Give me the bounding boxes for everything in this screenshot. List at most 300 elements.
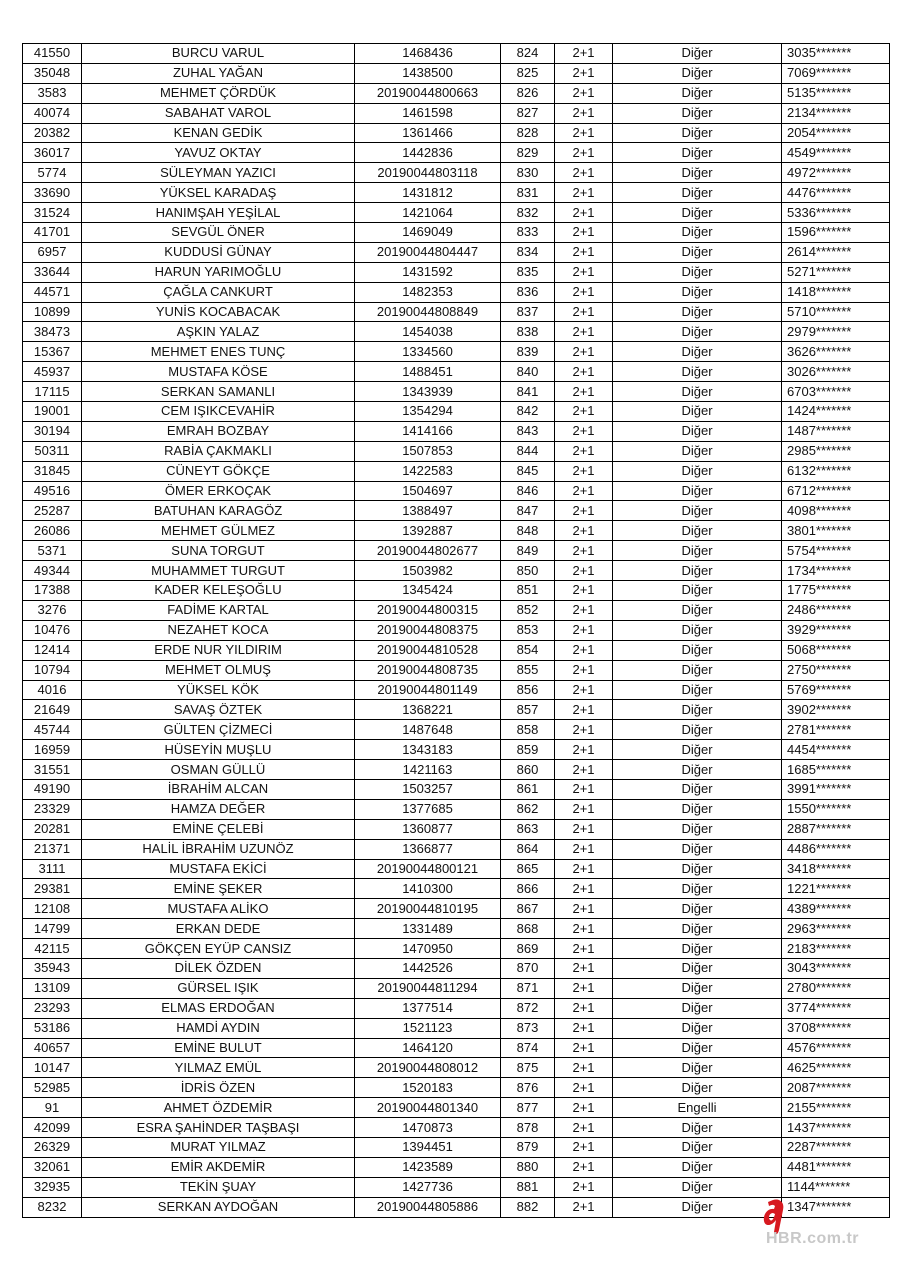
row-sira: 15367 [23,342,82,362]
row-basvuru-no: 20190044803118 [355,163,501,183]
row-sira: 53186 [23,1018,82,1038]
table-row [23,958,890,978]
row-konut-tipi: 2+1 [555,302,613,322]
table-row [23,879,890,899]
row-sira: 20382 [23,123,82,143]
row-grup: Diğer [613,978,782,998]
row-basvuru-no: 1464120 [355,1038,501,1058]
row-tc-kimlik: 5271******* [782,262,890,282]
row-kura-no: 847 [501,501,555,521]
table-row [23,382,890,402]
table-row [23,322,890,342]
row-basvuru-no: 1388497 [355,501,501,521]
row-ad-soyad: ERKAN DEDE [82,919,355,939]
table-row [23,819,890,839]
row-sira: 12414 [23,640,82,660]
row-grup: Diğer [613,123,782,143]
row-kura-no: 849 [501,541,555,561]
row-konut-tipi: 2+1 [555,660,613,680]
row-grup: Diğer [613,282,782,302]
row-grup: Diğer [613,640,782,660]
table-row [23,680,890,700]
table-row [23,143,890,163]
row-ad-soyad: YILMAZ EMÜL [82,1058,355,1078]
row-kura-no: 871 [501,978,555,998]
row-konut-tipi: 2+1 [555,958,613,978]
row-basvuru-no: 1454038 [355,322,501,342]
row-basvuru-no: 20190044805886 [355,1197,501,1217]
row-konut-tipi: 2+1 [555,83,613,103]
row-grup: Diğer [613,163,782,183]
row-sira: 49190 [23,779,82,799]
row-ad-soyad: MUHAMMET TURGUT [82,561,355,581]
row-konut-tipi: 2+1 [555,282,613,302]
row-kura-no: 850 [501,561,555,581]
row-basvuru-no: 1461598 [355,103,501,123]
row-konut-tipi: 2+1 [555,63,613,83]
row-basvuru-no: 1507853 [355,441,501,461]
row-tc-kimlik: 3929******* [782,620,890,640]
table-row [23,978,890,998]
row-basvuru-no: 1431812 [355,183,501,203]
table-row [23,660,890,680]
table-row [23,1157,890,1177]
row-kura-no: 864 [501,839,555,859]
row-grup: Diğer [613,1197,782,1217]
row-grup: Diğer [613,799,782,819]
table-row [23,44,890,64]
row-tc-kimlik: 4972******* [782,163,890,183]
row-kura-no: 845 [501,461,555,481]
row-grup: Diğer [613,342,782,362]
row-sira: 31524 [23,203,82,223]
row-basvuru-no: 1410300 [355,879,501,899]
row-basvuru-no: 20190044800121 [355,859,501,879]
row-grup: Diğer [613,183,782,203]
row-ad-soyad: EMİNE ŞEKER [82,879,355,899]
row-kura-no: 831 [501,183,555,203]
row-tc-kimlik: 3035******* [782,44,890,64]
row-sira: 40657 [23,1038,82,1058]
row-sira: 26329 [23,1137,82,1157]
row-tc-kimlik: 4625******* [782,1058,890,1078]
row-grup: Diğer [613,859,782,879]
table-row [23,1137,890,1157]
row-ad-soyad: HAMDİ AYDIN [82,1018,355,1038]
row-grup: Diğer [613,302,782,322]
row-grup: Diğer [613,1137,782,1157]
row-konut-tipi: 2+1 [555,720,613,740]
row-basvuru-no: 1361466 [355,123,501,143]
row-grup: Diğer [613,660,782,680]
table-row [23,700,890,720]
row-konut-tipi: 2+1 [555,262,613,282]
table-row [23,760,890,780]
row-konut-tipi: 2+1 [555,899,613,919]
watermark [755,1196,875,1260]
row-grup: Diğer [613,899,782,919]
row-ad-soyad: EMİNE BULUT [82,1038,355,1058]
row-konut-tipi: 2+1 [555,640,613,660]
row-basvuru-no: 1414166 [355,421,501,441]
row-konut-tipi: 2+1 [555,501,613,521]
row-ad-soyad: SEVGÜL ÖNER [82,223,355,243]
row-konut-tipi: 2+1 [555,620,613,640]
table-row [23,1018,890,1038]
row-basvuru-no: 1394451 [355,1137,501,1157]
row-kura-no: 835 [501,262,555,282]
row-grup: Diğer [613,581,782,601]
row-konut-tipi: 2+1 [555,1098,613,1118]
row-sira: 3276 [23,600,82,620]
row-konut-tipi: 2+1 [555,1018,613,1038]
row-sira: 35048 [23,63,82,83]
row-kura-no: 832 [501,203,555,223]
row-grup: Diğer [613,262,782,282]
row-ad-soyad: SAVAŞ ÖZTEK [82,700,355,720]
row-basvuru-no: 20190044801340 [355,1098,501,1118]
table-row [23,640,890,660]
row-sira: 52985 [23,1078,82,1098]
row-grup: Diğer [613,322,782,342]
row-grup: Diğer [613,1157,782,1177]
row-konut-tipi: 2+1 [555,1038,613,1058]
row-grup: Diğer [613,720,782,740]
row-ad-soyad: SERKAN SAMANLI [82,382,355,402]
row-grup: Diğer [613,1078,782,1098]
row-kura-no: 843 [501,421,555,441]
row-ad-soyad: ERDE NUR YILDIRIM [82,640,355,660]
row-grup: Diğer [613,1018,782,1038]
row-ad-soyad: HARUN YARIMOĞLU [82,262,355,282]
row-ad-soyad: EMRAH BOZBAY [82,421,355,441]
row-konut-tipi: 2+1 [555,163,613,183]
row-ad-soyad: KENAN GEDİK [82,123,355,143]
row-kura-no: 836 [501,282,555,302]
row-ad-soyad: KADER KELEŞOĞLU [82,581,355,601]
row-basvuru-no: 1345424 [355,581,501,601]
row-grup: Diğer [613,242,782,262]
table-row [23,859,890,879]
row-konut-tipi: 2+1 [555,561,613,581]
row-kura-no: 844 [501,441,555,461]
row-kura-no: 833 [501,223,555,243]
row-basvuru-no: 1422583 [355,461,501,481]
table-row [23,163,890,183]
row-kura-no: 862 [501,799,555,819]
row-grup: Diğer [613,740,782,760]
row-grup: Diğer [613,143,782,163]
row-konut-tipi: 2+1 [555,402,613,422]
row-sira: 31845 [23,461,82,481]
row-kura-no: 870 [501,958,555,978]
row-tc-kimlik: 2614******* [782,242,890,262]
row-kura-no: 846 [501,481,555,501]
table-row [23,1177,890,1197]
table-row [23,223,890,243]
row-kura-no: 856 [501,680,555,700]
row-basvuru-no: 20190044802677 [355,541,501,561]
row-ad-soyad: SABAHAT VAROL [82,103,355,123]
row-ad-soyad: MUSTAFA ALİKO [82,899,355,919]
row-ad-soyad: YAVUZ OKTAY [82,143,355,163]
row-basvuru-no: 1470873 [355,1118,501,1138]
row-tc-kimlik: 3774******* [782,998,890,1018]
row-basvuru-no: 1520183 [355,1078,501,1098]
row-sira: 5774 [23,163,82,183]
row-grup: Diğer [613,382,782,402]
row-ad-soyad: SÜLEYMAN YAZICI [82,163,355,183]
row-basvuru-no: 1470950 [355,939,501,959]
row-tc-kimlik: 6703******* [782,382,890,402]
row-konut-tipi: 2+1 [555,680,613,700]
row-grup: Diğer [613,83,782,103]
row-basvuru-no: 1421163 [355,760,501,780]
row-kura-no: 839 [501,342,555,362]
row-sira: 23293 [23,998,82,1018]
row-grup: Diğer [613,879,782,899]
row-kura-no: 852 [501,600,555,620]
row-ad-soyad: ESRA ŞAHİNDER TAŞBAŞI [82,1118,355,1138]
row-ad-soyad: AŞKIN YALAZ [82,322,355,342]
row-basvuru-no: 1421064 [355,203,501,223]
row-tc-kimlik: 2750******* [782,660,890,680]
results-table-container [22,43,877,1218]
row-grup: Diğer [613,441,782,461]
row-grup: Diğer [613,939,782,959]
table-row [23,302,890,322]
row-kura-no: 851 [501,581,555,601]
row-ad-soyad: MEHMET ÇÖRDÜK [82,83,355,103]
row-sira: 35943 [23,958,82,978]
row-basvuru-no: 20190044808012 [355,1058,501,1078]
row-ad-soyad: YUNİS KOCABACAK [82,302,355,322]
table-row [23,441,890,461]
row-tc-kimlik: 3991******* [782,779,890,799]
row-sira: 42115 [23,939,82,959]
row-kura-no: 869 [501,939,555,959]
row-basvuru-no: 1423589 [355,1157,501,1177]
row-konut-tipi: 2+1 [555,521,613,541]
row-grup: Diğer [613,819,782,839]
row-tc-kimlik: 5710******* [782,302,890,322]
row-sira: 21649 [23,700,82,720]
row-sira: 8232 [23,1197,82,1217]
row-tc-kimlik: 1550******* [782,799,890,819]
table-row [23,581,890,601]
row-sira: 23329 [23,799,82,819]
row-basvuru-no: 20190044811294 [355,978,501,998]
row-tc-kimlik: 1418******* [782,282,890,302]
row-tc-kimlik: 5135******* [782,83,890,103]
row-sira: 41550 [23,44,82,64]
row-basvuru-no: 1368221 [355,700,501,720]
table-row [23,620,890,640]
row-ad-soyad: MEHMET ENES TUNÇ [82,342,355,362]
row-sira: 30194 [23,421,82,441]
row-grup: Diğer [613,1038,782,1058]
row-kura-no: 881 [501,1177,555,1197]
row-tc-kimlik: 2087******* [782,1078,890,1098]
row-basvuru-no: 1488451 [355,362,501,382]
row-basvuru-no: 1504697 [355,481,501,501]
row-konut-tipi: 2+1 [555,700,613,720]
row-ad-soyad: HALİL İBRAHİM UZUNÖZ [82,839,355,859]
row-tc-kimlik: 2780******* [782,978,890,998]
row-kura-no: 865 [501,859,555,879]
table-row [23,342,890,362]
table-row [23,421,890,441]
row-kura-no: 873 [501,1018,555,1038]
row-grup: Diğer [613,700,782,720]
row-sira: 17115 [23,382,82,402]
row-ad-soyad: MURAT YILMAZ [82,1137,355,1157]
row-tc-kimlik: 1221******* [782,879,890,899]
row-kura-no: 868 [501,919,555,939]
table-row [23,1058,890,1078]
row-basvuru-no: 1360877 [355,819,501,839]
row-ad-soyad: MEHMET OLMUŞ [82,660,355,680]
row-konut-tipi: 2+1 [555,223,613,243]
table-row [23,262,890,282]
row-ad-soyad: EMİNE ÇELEBİ [82,819,355,839]
row-tc-kimlik: 6132******* [782,461,890,481]
row-grup: Diğer [613,481,782,501]
table-row [23,899,890,919]
row-konut-tipi: 2+1 [555,382,613,402]
row-konut-tipi: 2+1 [555,541,613,561]
row-konut-tipi: 2+1 [555,779,613,799]
row-grup: Diğer [613,501,782,521]
watermark-text: HBR.com.tr [766,1230,860,1247]
row-ad-soyad: İBRAHİM ALCAN [82,779,355,799]
row-kura-no: 829 [501,143,555,163]
row-tc-kimlik: 2985******* [782,441,890,461]
row-tc-kimlik: 1144******* [782,1177,890,1197]
table-row [23,919,890,939]
table-row [23,740,890,760]
row-tc-kimlik: 4576******* [782,1038,890,1058]
row-kura-no: 878 [501,1118,555,1138]
row-tc-kimlik: 5068******* [782,640,890,660]
row-tc-kimlik: 5769******* [782,680,890,700]
row-tc-kimlik: 1734******* [782,561,890,581]
row-tc-kimlik: 3801******* [782,521,890,541]
row-basvuru-no: 1431592 [355,262,501,282]
table-row [23,1098,890,1118]
row-konut-tipi: 2+1 [555,998,613,1018]
row-konut-tipi: 2+1 [555,1058,613,1078]
row-kura-no: 826 [501,83,555,103]
table-row [23,720,890,740]
table-row [23,799,890,819]
table-row [23,481,890,501]
row-basvuru-no: 1377514 [355,998,501,1018]
row-basvuru-no: 20190044800663 [355,83,501,103]
row-ad-soyad: GÜLTEN ÇİZMECİ [82,720,355,740]
row-konut-tipi: 2+1 [555,1177,613,1197]
row-kura-no: 838 [501,322,555,342]
row-konut-tipi: 2+1 [555,342,613,362]
row-konut-tipi: 2+1 [555,1137,613,1157]
table-row [23,123,890,143]
row-konut-tipi: 2+1 [555,123,613,143]
row-konut-tipi: 2+1 [555,242,613,262]
row-konut-tipi: 2+1 [555,839,613,859]
row-kura-no: 857 [501,700,555,720]
row-konut-tipi: 2+1 [555,1078,613,1098]
row-konut-tipi: 2+1 [555,740,613,760]
row-kura-no: 861 [501,779,555,799]
row-sira: 26086 [23,521,82,541]
row-sira: 44571 [23,282,82,302]
row-kura-no: 848 [501,521,555,541]
row-konut-tipi: 2+1 [555,441,613,461]
row-konut-tipi: 2+1 [555,1157,613,1177]
row-basvuru-no: 1487648 [355,720,501,740]
row-konut-tipi: 2+1 [555,461,613,481]
table-row [23,183,890,203]
row-basvuru-no: 20190044808375 [355,620,501,640]
row-basvuru-no: 20190044801149 [355,680,501,700]
row-ad-soyad: MEHMET GÜLMEZ [82,521,355,541]
row-kura-no: 867 [501,899,555,919]
row-kura-no: 837 [501,302,555,322]
row-konut-tipi: 2+1 [555,203,613,223]
row-sira: 49516 [23,481,82,501]
row-kura-no: 855 [501,660,555,680]
row-tc-kimlik: 4549******* [782,143,890,163]
table-row [23,103,890,123]
row-tc-kimlik: 3626******* [782,342,890,362]
table-row [23,1118,890,1138]
row-konut-tipi: 2+1 [555,362,613,382]
row-kura-no: 880 [501,1157,555,1177]
row-tc-kimlik: 3026******* [782,362,890,382]
table-row [23,600,890,620]
row-grup: Diğer [613,620,782,640]
row-kura-no: 840 [501,362,555,382]
row-sira: 42099 [23,1118,82,1138]
row-basvuru-no: 1438500 [355,63,501,83]
results-table [22,43,890,1218]
row-ad-soyad: CÜNEYT GÖKÇE [82,461,355,481]
table-row [23,839,890,859]
row-tc-kimlik: 2486******* [782,600,890,620]
row-sira: 10147 [23,1058,82,1078]
row-kura-no: 876 [501,1078,555,1098]
row-basvuru-no: 1343183 [355,740,501,760]
row-konut-tipi: 2+1 [555,859,613,879]
row-basvuru-no: 1354294 [355,402,501,422]
row-ad-soyad: YÜKSEL KARADAŞ [82,183,355,203]
row-tc-kimlik: 4486******* [782,839,890,859]
row-konut-tipi: 2+1 [555,44,613,64]
row-tc-kimlik: 4481******* [782,1157,890,1177]
row-sira: 10794 [23,660,82,680]
row-sira: 13109 [23,978,82,998]
row-tc-kimlik: 2963******* [782,919,890,939]
row-ad-soyad: EMİR AKDEMİR [82,1157,355,1177]
row-basvuru-no: 1442836 [355,143,501,163]
row-grup: Diğer [613,1058,782,1078]
row-grup: Diğer [613,362,782,382]
row-ad-soyad: ZUHAL YAĞAN [82,63,355,83]
row-ad-soyad: DİLEK ÖZDEN [82,958,355,978]
row-grup: Diğer [613,680,782,700]
row-basvuru-no: 1521123 [355,1018,501,1038]
row-kura-no: 858 [501,720,555,740]
